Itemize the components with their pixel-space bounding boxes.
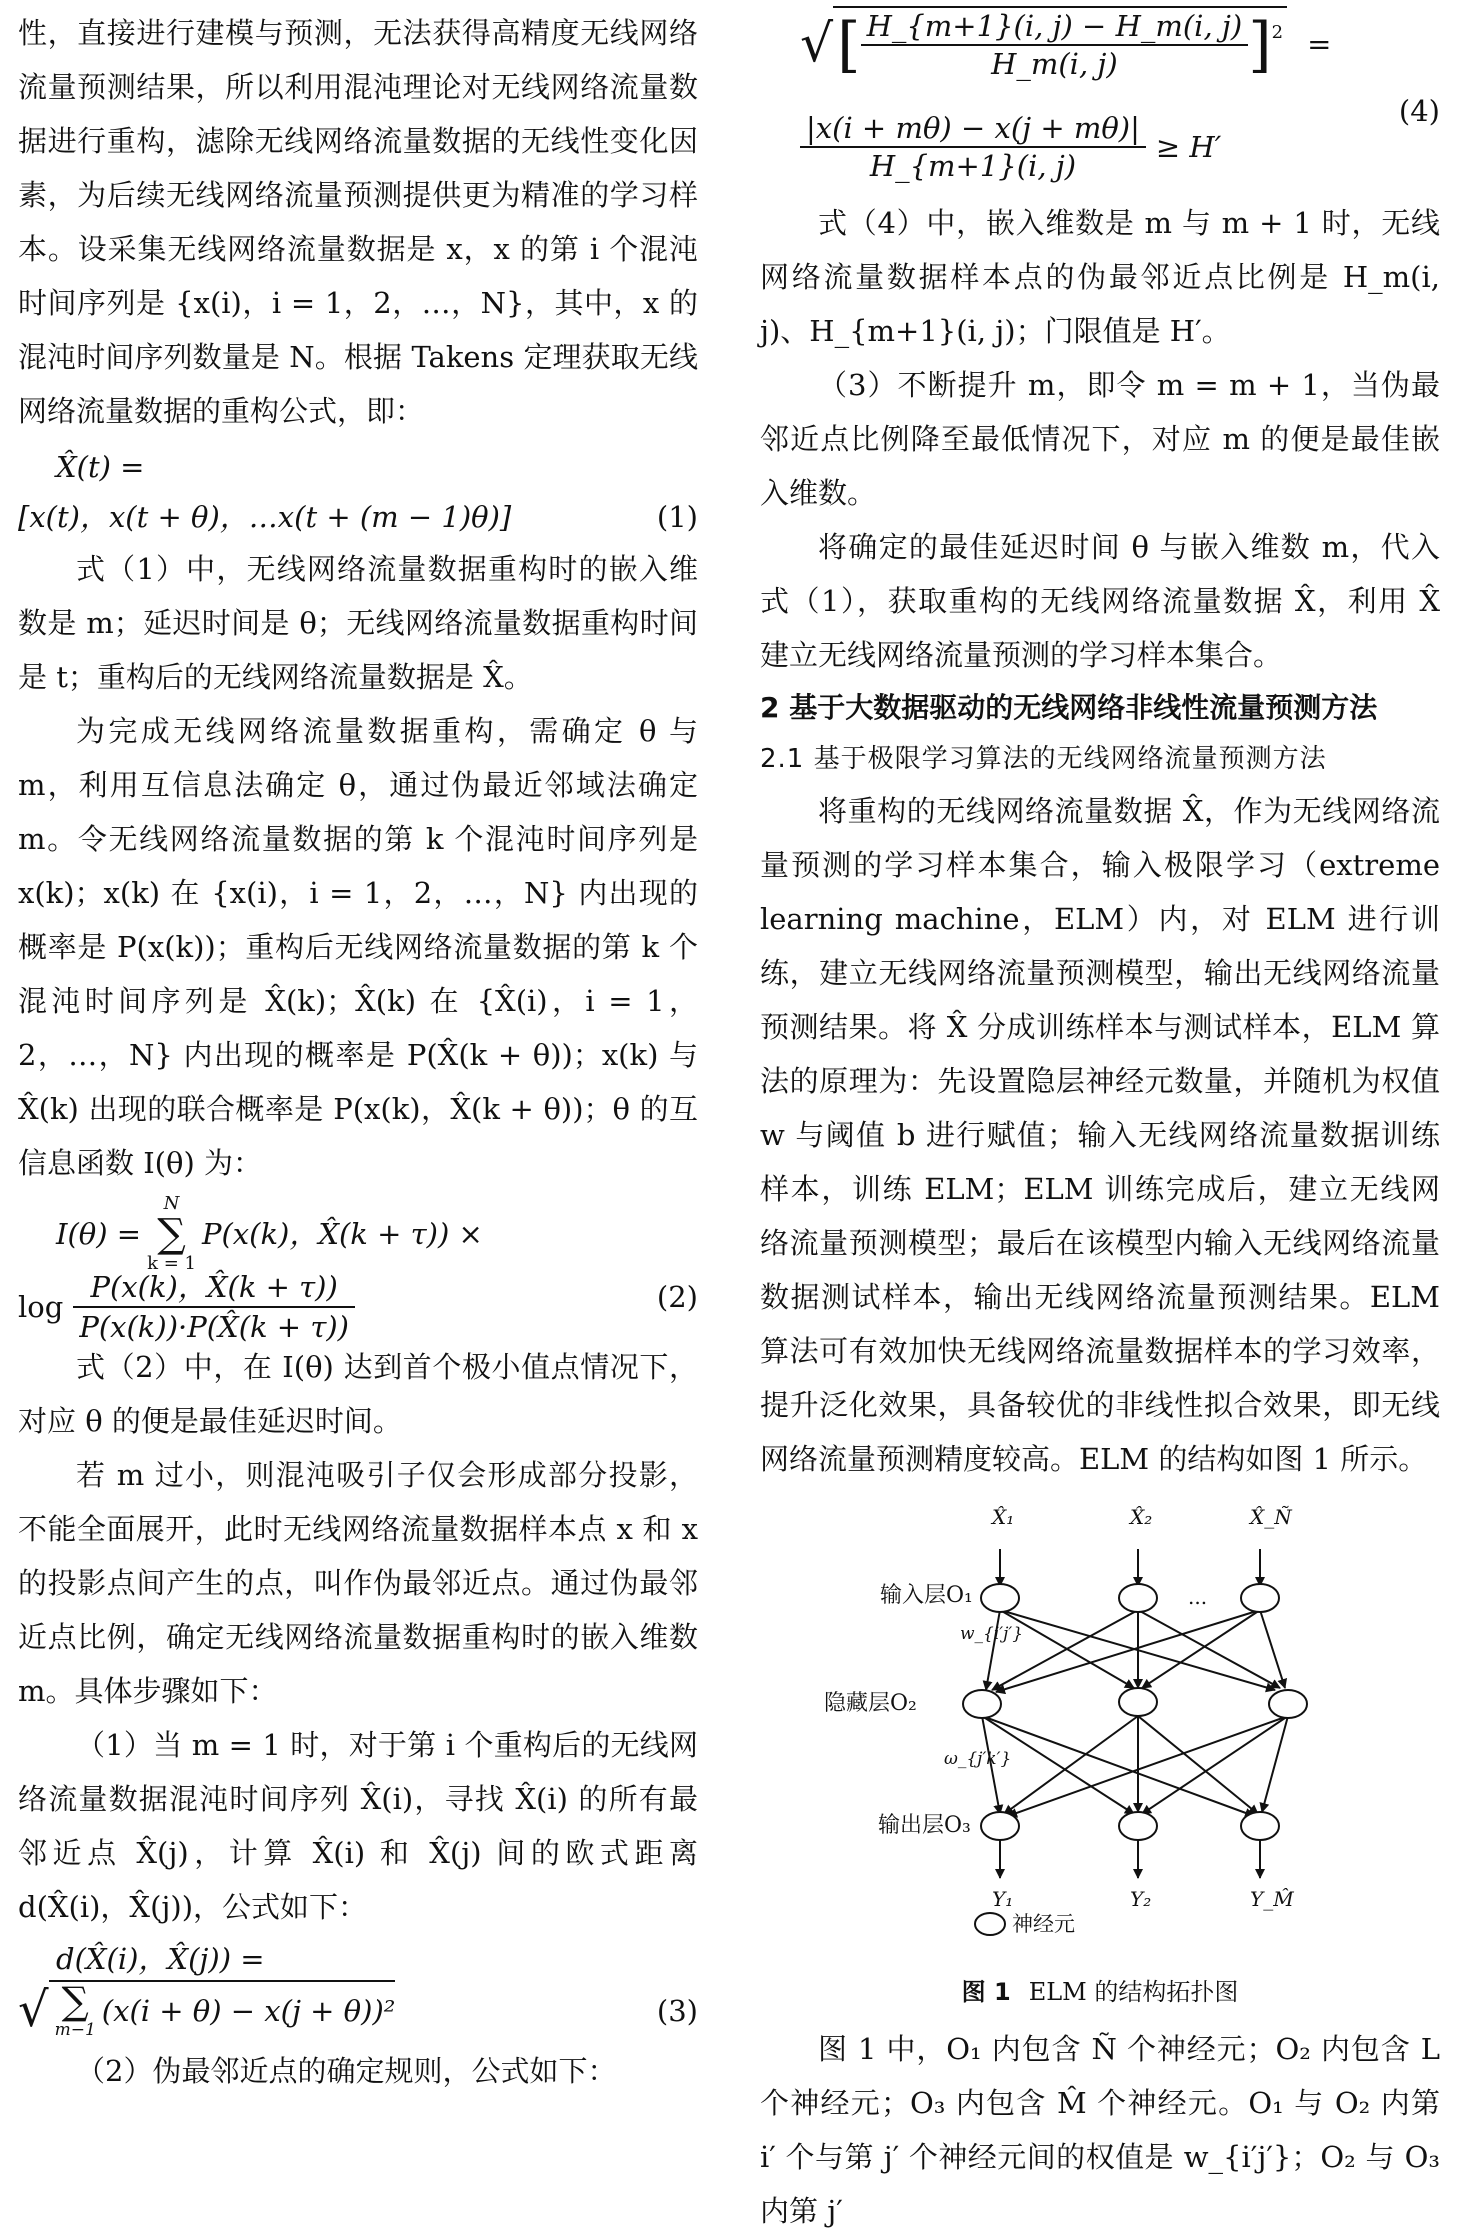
omega-label: ω_{j′k′}: [944, 1749, 1012, 1769]
legend-neuron-icon: [975, 1913, 1005, 1935]
eq2-number: (2): [656, 1280, 698, 1314]
input-neuron-2: [1119, 1584, 1157, 1612]
sum-symbol: ∑: [157, 1211, 186, 1257]
hidden-neuron-1: [963, 1690, 1001, 1718]
elm-topology-diagram: [760, 1494, 1440, 1964]
hidden-neuron-2: [1119, 1688, 1157, 1716]
eq4-bottom-numerator: |x(i + mθ) − x(j + mθ)|: [800, 110, 1146, 148]
output-neuron-m: [1241, 1812, 1279, 1840]
sqrt-symbol: √: [800, 14, 834, 74]
eq2-sum: [147, 1194, 196, 1274]
eq3-body: (x(i + θ) − x(j + θ))²: [101, 1994, 396, 2028]
eq3-sum-bottom: m−1: [54, 2020, 96, 2040]
paragraph-step-3: （3）不断提升 m，即令 m = m + 1，当伪最邻近点比例降至最低情况下，对应 m 的便是最佳嵌入维数。: [760, 368, 1440, 510]
weight-label: w_{i′j′}: [960, 1624, 1024, 1644]
left-column: [18, 6, 698, 2098]
section-heading-2: 2 基于大数据驱动的无线网络非线性流量预测方法: [760, 691, 1378, 724]
eq2-denominator: P(x(k))·P(X̂(k + τ)): [79, 1310, 349, 1344]
paragraph-false-neighbor: 若 m 过小，则混沌吸引子仅会形成部分投影，不能全面展开，此时无线网络流量数据样本点 x 和 x 的投影点间产生的点，叫作伪最邻近点。通过伪最邻近点比例，确定无线网络流量数据重构时的嵌入维数 m。具体步骤如下：: [18, 1458, 698, 1708]
paragraph-step-2: （2）伪最邻近点的确定规则，公式如下：: [76, 2054, 617, 2088]
hidden-layer-label: 隐藏层O₂: [824, 1691, 917, 1716]
sum-symbol: ∑: [61, 1979, 89, 2023]
paragraph-eq2-explain: 式（2）中，在 I(θ) 达到首个极小值点情况下，对应 θ 的便是最佳延迟时间。: [18, 1350, 698, 1438]
input-label-2: X̂₂: [1130, 1505, 1153, 1529]
right-column: [760, 6, 1440, 2238]
paragraph-eq4-explain: 式（4）中，嵌入维数是 m 与 m + 1 时，无线网络流量数据样本点的伪最邻近点比例是 H_m(i, j)、H_{m+1}(i, j)；门限值是 H′。: [760, 206, 1440, 348]
caption-number: 图 1: [961, 1978, 1011, 2006]
equation-3: [18, 1934, 698, 2044]
eq3-number: (3): [656, 1994, 698, 2028]
eq1-lhs: X̂(t) =: [56, 450, 145, 484]
eq2-sum-bottom: k = 1: [147, 1253, 196, 1274]
eq4-equals: =: [1307, 27, 1332, 61]
paragraph-reconstruction-result: 将确定的最佳延迟时间 θ 与嵌入维数 m，代入式（1），获取重构的无线网络流量数据 X̂，利用 X̂ 建立无线网络流量预测的学习样本集合。: [760, 530, 1440, 672]
paragraph-eq1-explain: 式（1）中，无线网络流量数据重构时的嵌入维数是 m；延迟时间是 θ；无线网络流量数据重构时间是 t；重构后的无线网络流量数据是 X̂。: [18, 552, 698, 694]
equation-2: [18, 1190, 698, 1344]
output-neuron-2: [1119, 1812, 1157, 1840]
equation-4: √ [ $\frac{H\_\{m+1\}(i, j) - H\_m(i, j)}{H\_m(i, j)}$ ] 2 = $\frac{|x(i + m\theta) - x(j + m\theta)|}{H\_\{m+1\}(i, j)}$ ≥ H′ (4): [760, 6, 1440, 196]
figure-caption: [760, 1972, 1440, 2012]
ellipsis: ...: [1188, 1585, 1208, 1609]
output-label-1: Y₁: [992, 1887, 1014, 1911]
eq4-bottom-denominator: H_{m+1}(i, j): [869, 149, 1077, 183]
sqrt-symbol: √: [18, 1982, 49, 2038]
paragraph-figure-explain: 图 1 中，O₁ 内包含 Ñ 个神经元；O₂ 内包含 L 个神经元；O₃ 内包含 M̂ 个神经元。O₁ 与 O₂ 内第 i′ 个与第 j′ 个神经元间的权值是 w_{i′j′}；O₂ 与 O₃ 内第 j′: [760, 2032, 1440, 2228]
paragraph-mutual-information: 为完成无线网络流量数据重构，需确定 θ 与 m，利用互信息法确定 θ，通过伪最近邻域法确定 m。令无线网络流量数据的第 k 个混沌时间序列是 x(k)；x(k) 在 {x(i)，i = 1，2，…，N} 内出现的概率是 P(x(k))；重构后无线网络流量数据的第 k 个混沌时间序列是 X̂(k)；X̂(k) 在 {X̂(i)，i = 1，2，…，N} 内出现的概率是 P(X̂(k + θ))；x(k) 与 X̂(k) 出现的联合概率是 P(x(k)，X̂(k + θ))；θ 的互信息函数 I(θ) 为：: [18, 714, 698, 1180]
eq2-term: P(x(k)，X̂(k + τ)) ×: [201, 1217, 483, 1251]
eq2-fraction: [73, 1268, 355, 1346]
eq2-numerator: P(x(k)，X̂(k + τ)): [73, 1268, 355, 1308]
eq4-tail: ≥ H′: [1155, 130, 1222, 164]
eq4-bottom-fraction: [800, 110, 1146, 184]
input-label-1: X̂₁: [992, 1505, 1015, 1529]
paragraph-elm-description: 将重构的无线网络流量数据 X̂，作为无线网络流量预测的学习样本集合，输入极限学习（extreme learning machine，ELM）内，对 ELM 进行训练，建立无线网络流量预测模型，输出无线网络流量预测结果。将 X̂ 分成训练样本与测试样本，ELM 算法的原理为：先设置隐层神经元数量，并随机为权值 w 与阈值 b 进行赋值；输入无线网络流量数据训练样本，训练 ELM；ELM 训练完成后，建立无线网络流量预测模型；最后在该模型内输入无线网络流量数据测试样本，输出无线网络流量预测结果。ELM 算法可有效加快无线网络流量数据样本的学习效率，提升泛化效果，具备较优的非线性拟合效果，即无线网络流量预测精度较高。ELM 的结构如图 1 所示。: [760, 794, 1440, 1476]
eq1-number: (1): [656, 500, 698, 534]
paragraph-step-1: （1）当 m = 1 时，对于第 i 个重构后的无线网络流量数据混沌时间序列 X̂(i)，寻找 X̂(i) 的所有最邻近点 X̂(j)，计算 X̂(i) 和 X̂(j) 间的欧式距离 d(X̂(i)，X̂(j))，公式如下：: [18, 1728, 698, 1924]
eq4-number: (4): [1398, 94, 1440, 128]
eq2-log: log: [18, 1290, 64, 1324]
hidden-neuron-l: [1269, 1690, 1307, 1718]
eq2-sum-top: N: [163, 1193, 180, 1214]
output-label-m: Y_M̂: [1250, 1887, 1294, 1911]
output-neuron-1: [981, 1812, 1019, 1840]
figure-1: [760, 1494, 1440, 2012]
eq2-lhs: I(θ) =: [56, 1217, 142, 1251]
caption-text: ELM 的结构拓扑图: [1028, 1978, 1239, 2006]
eq4-top-denominator: H_m(i, j): [991, 47, 1118, 81]
eq3-lhs: d(X̂(i)，X̂(j)) =: [56, 1942, 265, 1976]
legend-label: 神经元: [1012, 1912, 1075, 1936]
input-label-n: X̂_Ñ: [1250, 1505, 1292, 1529]
output-label-2: Y₂: [1130, 1887, 1152, 1911]
eq4-top-numerator: H_{m+1}(i, j) − H_m(i, j): [861, 8, 1249, 46]
input-neuron-1: [981, 1584, 1019, 1612]
input-layer-label: 输入层O₁: [880, 1583, 973, 1608]
input-neuron-n: [1241, 1584, 1279, 1612]
paragraph-reconstruction-intro: 性，直接进行建模与预测，无法获得高精度无线网络流量预测结果，所以利用混沌理论对无线网络流量数据进行重构，滤除无线网络流量数据的无线性变化因素，为后续无线网络流量预测提供更为精准的学习样本。设采集无线网络流量数据是 x，x 的第 i 个混沌时间序列是 {x(i)，i = 1，2，…，N}，其中，x 的混沌时间序列数量是 N。根据 Takens 定理获取无线网络流量数据的重构公式，即：: [18, 16, 698, 428]
output-layer-label: 输出层O₃: [878, 1813, 971, 1838]
subsection-heading-2-1: 2.1 基于极限学习算法的无线网络流量预测方法: [760, 744, 1327, 774]
eq1-rhs: [x(t)，x(t + θ)，…x(t + (m − 1)θ)]: [18, 500, 512, 534]
equation-1: [18, 442, 698, 542]
eq4-top-fraction: [861, 8, 1249, 82]
